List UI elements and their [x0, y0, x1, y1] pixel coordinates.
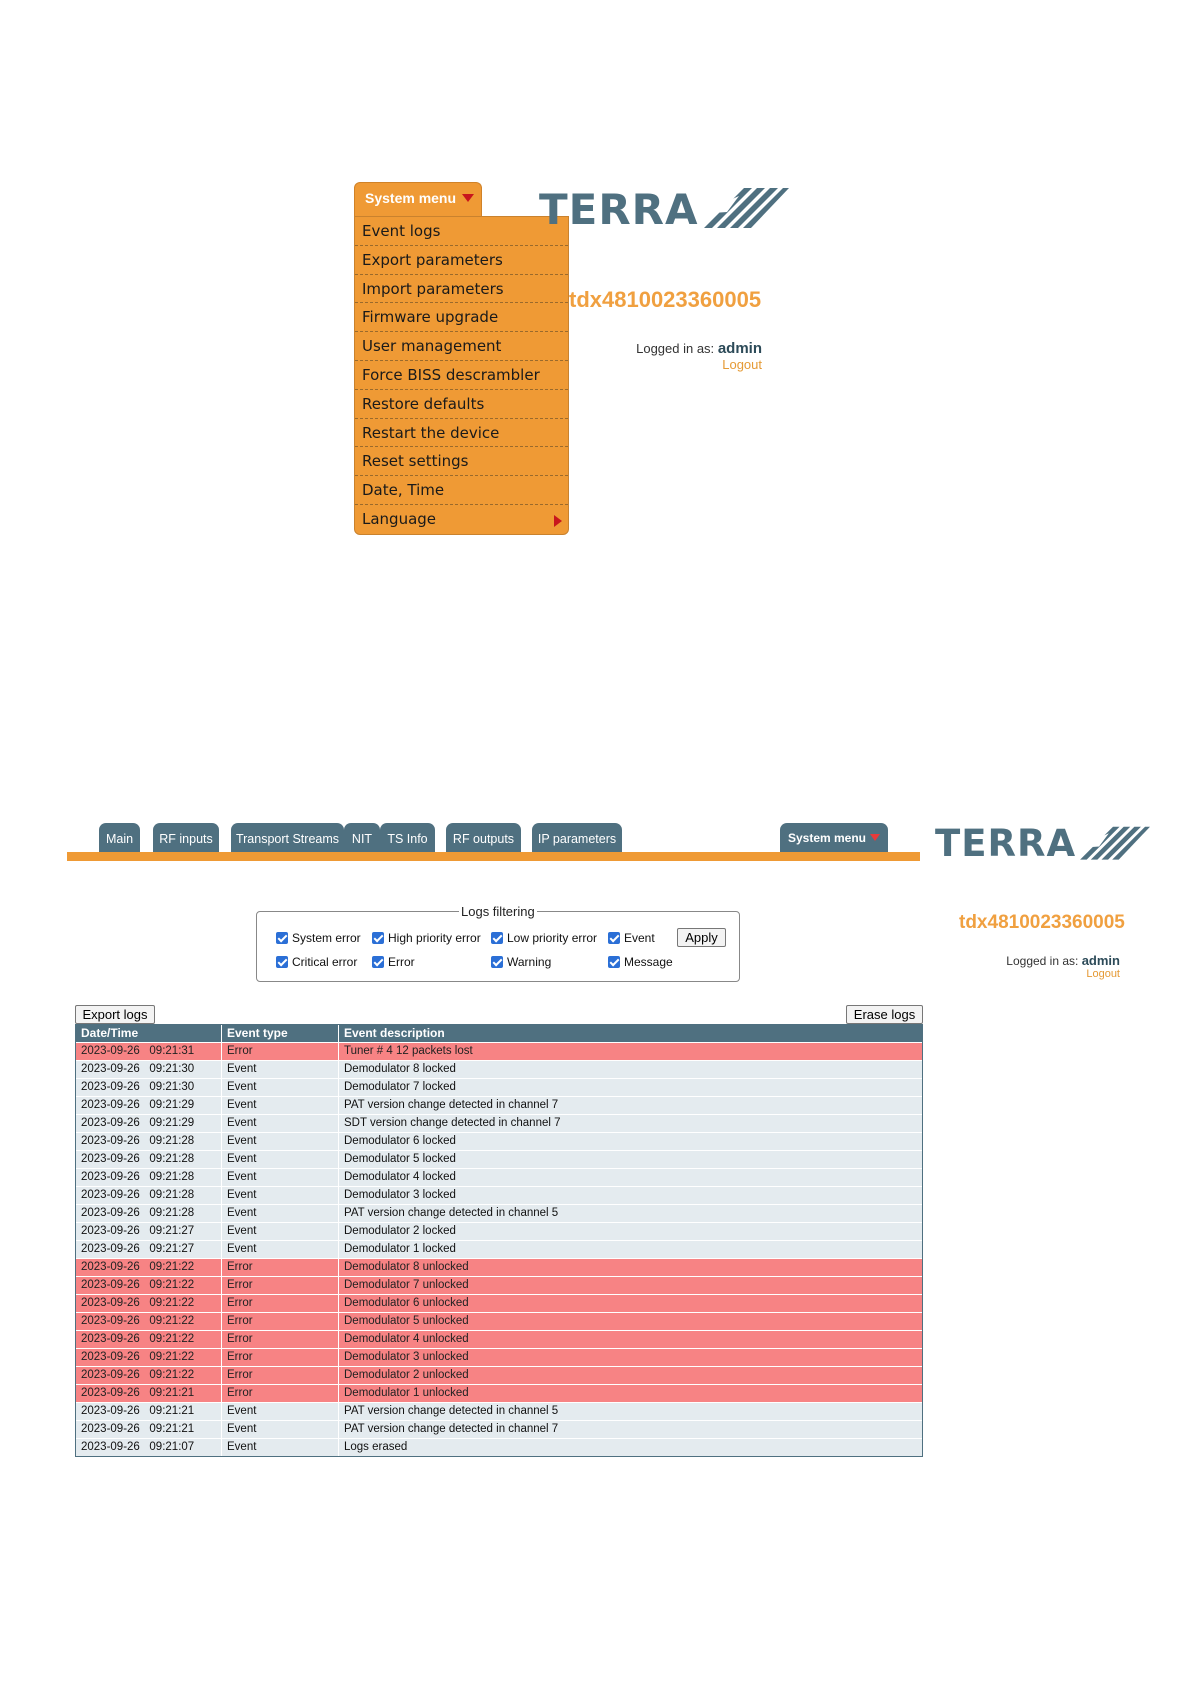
menu-item-event-logs[interactable]: Event logs: [355, 217, 568, 246]
cell-date-time: 2023-09-26 09:21:30: [76, 1079, 222, 1096]
table-row: [76, 1348, 922, 1366]
table-row: [76, 1042, 922, 1060]
caret-down-icon: [870, 834, 880, 841]
terra-logo-icon: [699, 184, 789, 234]
filter-high-priority-error[interactable]: High priority error: [372, 931, 481, 945]
header-event-type: Event type: [222, 1025, 339, 1042]
table-body: [76, 1042, 922, 1456]
cell-event-description: PAT version change detected in channel 7: [344, 1099, 559, 1111]
menu-item-user-management[interactable]: User management: [355, 332, 568, 361]
cell-event-type: Event: [222, 1439, 339, 1456]
menu-item-date-time[interactable]: Date, Time: [355, 476, 568, 505]
table-row: [76, 1150, 922, 1168]
cell-date-time: 2023-09-26 09:21:28: [76, 1169, 222, 1186]
table-header: [76, 1025, 922, 1042]
table-row: [76, 1240, 922, 1258]
erase-logs-button[interactable]: Erase logs: [846, 1005, 923, 1024]
cell-event-type: Event: [222, 1133, 339, 1150]
cell-date-time: 2023-09-26 09:21:22: [76, 1331, 222, 1348]
cell-date-time: 2023-09-26 09:21:28: [76, 1133, 222, 1150]
table-row: [76, 1330, 922, 1348]
logout-link-bottom[interactable]: Logout: [1086, 968, 1120, 980]
table-row: [76, 1168, 922, 1186]
cell-event-description: Demodulator 4 unlocked: [344, 1333, 469, 1345]
cell-event-type: Error: [222, 1043, 339, 1060]
cell-date-time: 2023-09-26 09:21:29: [76, 1115, 222, 1132]
system-menu-tab-bottom[interactable]: System menu: [780, 823, 888, 853]
export-logs-button[interactable]: Export logs: [75, 1005, 155, 1024]
checkbox-checked-icon[interactable]: [276, 932, 288, 944]
device-id: tdx4810023360005: [569, 287, 762, 312]
table-row: [76, 1258, 922, 1276]
terra-logo-bottom: TERRA: [935, 822, 1150, 865]
cell-event-description: Demodulator 8 unlocked: [344, 1261, 469, 1273]
checkbox-checked-icon[interactable]: [491, 956, 503, 968]
device-id-bottom: tdx4810023360005: [959, 912, 1125, 933]
cell-date-time: 2023-09-26 09:21:31: [76, 1043, 222, 1060]
filter-system-error[interactable]: System error: [276, 931, 361, 945]
cell-event-type: Event: [222, 1097, 339, 1114]
table-row: [76, 1312, 922, 1330]
tab-rf-inputs[interactable]: RF inputs: [153, 823, 219, 853]
cell-event-type: Event: [222, 1403, 339, 1420]
cell-event-type: Event: [222, 1205, 339, 1222]
table-row: [76, 1366, 922, 1384]
cell-event-type: Error: [222, 1295, 339, 1312]
cell-date-time: 2023-09-26 09:21:22: [76, 1259, 222, 1276]
menu-item-restart-device[interactable]: Restart the device: [355, 419, 568, 448]
tab-main[interactable]: Main: [99, 823, 140, 853]
cell-event-description: PAT version change detected in channel 7: [344, 1423, 559, 1435]
cell-event-description: Logs erased: [344, 1441, 408, 1453]
filter-message[interactable]: Message: [608, 955, 673, 969]
terra-logo-icon: [1076, 823, 1150, 865]
cell-event-type: Event: [222, 1079, 339, 1096]
filter-error[interactable]: Error: [372, 955, 415, 969]
submenu-arrow-icon: [554, 515, 562, 527]
caret-down-icon: [462, 194, 474, 202]
menu-item-force-biss[interactable]: Force BISS descrambler: [355, 361, 568, 390]
cell-event-description: Demodulator 4 locked: [344, 1171, 456, 1183]
filter-warning[interactable]: Warning: [491, 955, 551, 969]
logs-table: [75, 1024, 923, 1457]
login-info-bottom: Logged in as: admin Logout: [1006, 953, 1120, 980]
cell-event-type: Event: [222, 1061, 339, 1078]
menu-item-reset-settings[interactable]: Reset settings: [355, 447, 568, 476]
table-row: [76, 1060, 922, 1078]
checkbox-checked-icon[interactable]: [372, 932, 384, 944]
menu-item-firmware-upgrade[interactable]: Firmware upgrade: [355, 303, 568, 332]
logout-link[interactable]: Logout: [722, 357, 762, 372]
tab-transport-streams[interactable]: Transport Streams: [231, 823, 344, 853]
table-row: [76, 1078, 922, 1096]
cell-date-time: 2023-09-26 09:21:28: [76, 1205, 222, 1222]
cell-event-description: Demodulator 1 unlocked: [344, 1387, 469, 1399]
cell-event-type: Event: [222, 1421, 339, 1438]
header-date-time: Date/Time: [76, 1025, 222, 1042]
cell-event-description: Demodulator 7 locked: [344, 1081, 456, 1093]
table-row: [76, 1402, 922, 1420]
tab-nit[interactable]: NIT: [344, 823, 380, 853]
table-row: [76, 1438, 922, 1456]
nav-bar: [67, 852, 920, 861]
logs-filter-legend: Logs filtering: [461, 904, 535, 919]
table-row: [76, 1222, 922, 1240]
checkbox-checked-icon[interactable]: [276, 956, 288, 968]
cell-event-description: Demodulator 8 locked: [344, 1063, 456, 1075]
cell-date-time: 2023-09-26 09:21:07: [76, 1439, 222, 1456]
terra-logo: TERRA: [539, 184, 789, 234]
table-row: [76, 1114, 922, 1132]
cell-event-description: Demodulator 5 locked: [344, 1153, 456, 1165]
system-menu-dropdown: [354, 216, 569, 535]
cell-event-type: Error: [222, 1259, 339, 1276]
cell-event-type: Error: [222, 1331, 339, 1348]
filter-event[interactable]: Event: [608, 931, 655, 945]
cell-date-time: 2023-09-26 09:21:21: [76, 1421, 222, 1438]
cell-event-description: Demodulator 6 locked: [344, 1135, 456, 1147]
apply-button[interactable]: Apply: [677, 928, 726, 947]
system-menu-label: System menu: [365, 190, 457, 206]
table-row: [76, 1132, 922, 1150]
table-row: [76, 1384, 922, 1402]
cell-event-type: Event: [222, 1151, 339, 1168]
cell-event-description: SDT version change detected in channel 7: [344, 1117, 561, 1129]
cell-event-type: Event: [222, 1169, 339, 1186]
cell-event-type: Error: [222, 1349, 339, 1366]
cell-event-description: Demodulator 5 unlocked: [344, 1315, 469, 1327]
cell-date-time: 2023-09-26 09:21:22: [76, 1295, 222, 1312]
menu-item-language[interactable]: Language: [355, 505, 568, 534]
cell-event-description: PAT version change detected in channel 5: [344, 1207, 559, 1219]
menu-item-restore-defaults[interactable]: Restore defaults: [355, 390, 568, 419]
cell-event-description: Demodulator 2 locked: [344, 1225, 456, 1237]
table-row: [76, 1420, 922, 1438]
checkbox-checked-icon[interactable]: [608, 956, 620, 968]
table-row: [76, 1294, 922, 1312]
cell-date-time: 2023-09-26 09:21:21: [76, 1385, 222, 1402]
system-menu-tab[interactable]: [354, 182, 482, 217]
cell-event-type: Error: [222, 1367, 339, 1384]
checkbox-checked-icon[interactable]: [372, 956, 384, 968]
cell-event-type: Error: [222, 1313, 339, 1330]
login-prefix: Logged in as:: [636, 341, 715, 356]
cell-event-type: Error: [222, 1277, 339, 1294]
cell-date-time: 2023-09-26 09:21:29: [76, 1097, 222, 1114]
cell-date-time: 2023-09-26 09:21:21: [76, 1403, 222, 1420]
checkbox-checked-icon[interactable]: [608, 932, 620, 944]
cell-date-time: 2023-09-26 09:21:30: [76, 1061, 222, 1078]
cell-event-description: Demodulator 3 unlocked: [344, 1351, 469, 1363]
login-info: [636, 340, 762, 372]
tab-ts-info[interactable]: TS Info: [380, 823, 435, 853]
tab-ip-parameters[interactable]: IP parameters: [532, 823, 622, 853]
cell-event-description: Demodulator 7 unlocked: [344, 1279, 469, 1291]
cell-event-type: Event: [222, 1187, 339, 1204]
table-row: [76, 1204, 922, 1222]
cell-event-description: Demodulator 1 locked: [344, 1243, 456, 1255]
cell-date-time: 2023-09-26 09:21:27: [76, 1241, 222, 1258]
cell-date-time: 2023-09-26 09:21:22: [76, 1367, 222, 1384]
table-row: [76, 1096, 922, 1114]
cell-event-description: Demodulator 6 unlocked: [344, 1297, 469, 1309]
login-user: admin: [717, 340, 762, 357]
cell-date-time: 2023-09-26 09:21:27: [76, 1223, 222, 1240]
cell-event-type: Event: [222, 1223, 339, 1240]
header-event-description: Event description: [344, 1026, 445, 1040]
filter-critical-error[interactable]: Critical error: [276, 955, 357, 969]
checkbox-checked-icon[interactable]: [491, 932, 503, 944]
menu-item-import-parameters[interactable]: Import parameters: [355, 275, 568, 304]
tab-rf-outputs[interactable]: RF outputs: [446, 823, 521, 853]
cell-event-description: Tuner # 4 12 packets lost: [344, 1045, 473, 1057]
cell-date-time: 2023-09-26 09:21:28: [76, 1187, 222, 1204]
cell-date-time: 2023-09-26 09:21:22: [76, 1349, 222, 1366]
cell-date-time: 2023-09-26 09:21:22: [76, 1313, 222, 1330]
cell-event-type: Event: [222, 1241, 339, 1258]
filter-low-priority-error[interactable]: Low priority error: [491, 931, 597, 945]
cell-event-type: Error: [222, 1385, 339, 1402]
cell-date-time: 2023-09-26 09:21:28: [76, 1151, 222, 1168]
menu-item-export-parameters[interactable]: Export parameters: [355, 246, 568, 275]
cell-event-type: Event: [222, 1115, 339, 1132]
cell-event-description: Demodulator 2 unlocked: [344, 1369, 469, 1381]
cell-date-time: 2023-09-26 09:21:22: [76, 1277, 222, 1294]
cell-event-description: Demodulator 3 locked: [344, 1189, 456, 1201]
cell-event-description: PAT version change detected in channel 5: [344, 1405, 559, 1417]
table-row: [76, 1186, 922, 1204]
table-row: [76, 1276, 922, 1294]
